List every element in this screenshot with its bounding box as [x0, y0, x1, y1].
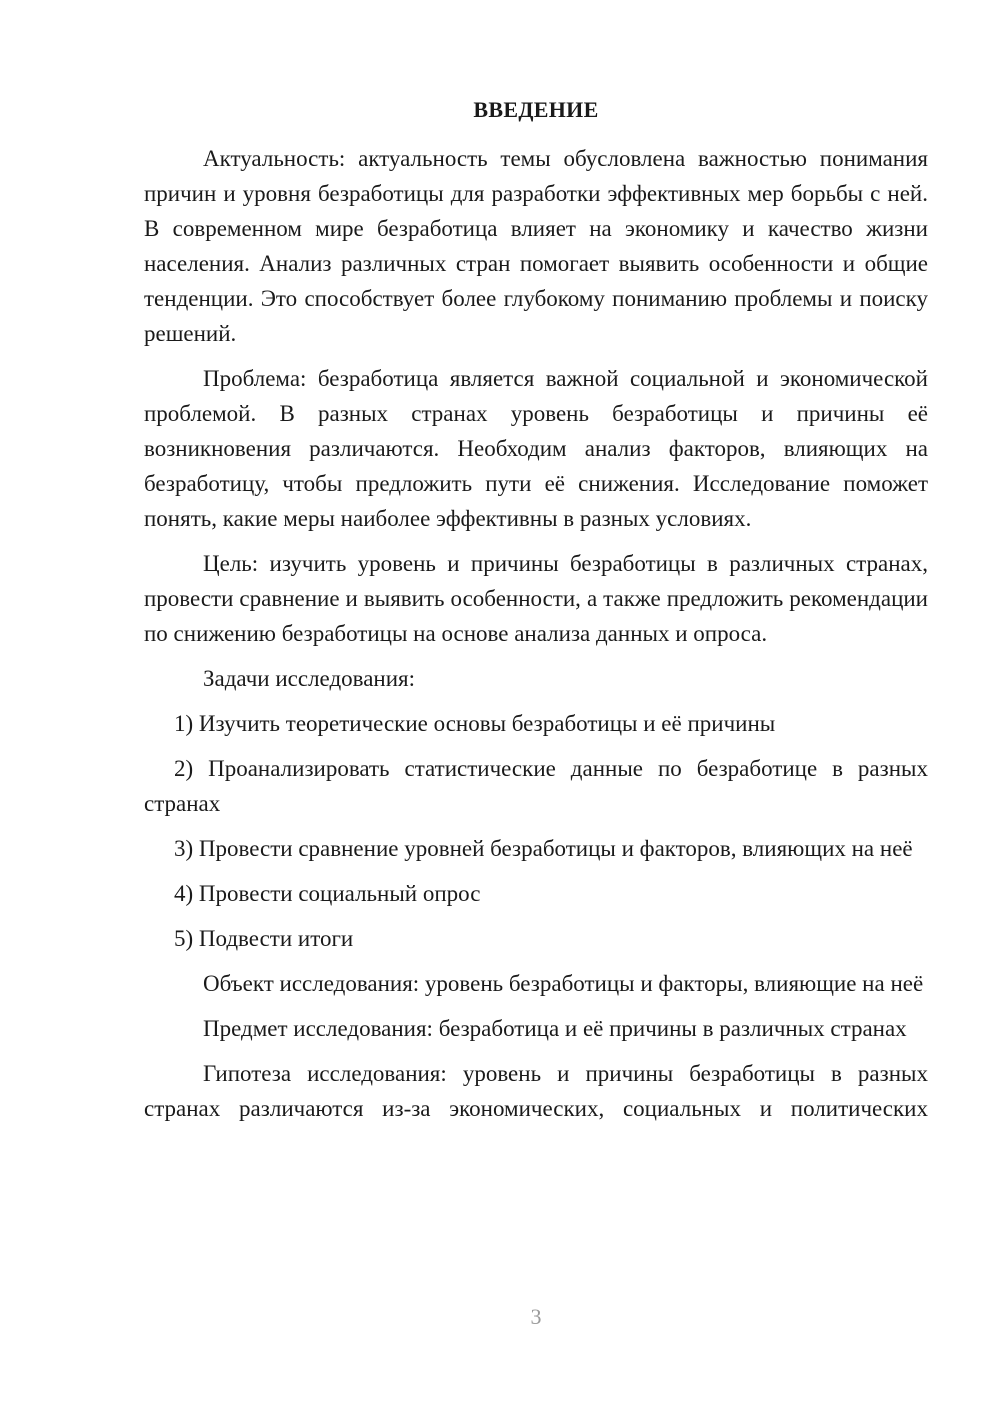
tasks-heading: Задачи исследования: — [203, 666, 416, 691]
task-item-2: 2) Проанализировать статистические данные по безработице в разных странах — [144, 756, 928, 816]
subject-paragraph: Предмет исследования: безработица и её причины в различных странах — [203, 1016, 907, 1041]
object-paragraph: Объект исследования: уровень безработицы и факторы, влияющие на неё — [203, 971, 924, 996]
page-content — [144, 94, 928, 1136]
task-item-1: 1) Изучить теоретические основы безработицы и её причины — [174, 711, 776, 736]
task-item-4: 4) Провести социальный опрос — [174, 881, 481, 906]
section-title: ВВЕДЕНИЕ — [473, 97, 599, 122]
hypothesis-paragraph: Гипотеза исследования: уровень и причины безработицы в разных странах различаются из-за экономических, социальных и политических — [144, 1061, 928, 1121]
task-item-5: 5) Подвести итоги — [174, 926, 354, 951]
page-number: 3 — [530, 1304, 542, 1329]
goal-paragraph: Цель: изучить уровень и причины безработицы в различных странах, провести сравнение и выявить особенности, а также предложить рекомендации по снижению безработицы на основе анализа данных и опроса. — [144, 551, 928, 646]
relevance-paragraph: Актуальность: актуальность темы обусловлена важностью понимания причин и уровня безработицы для разработки эффективных мер борьбы с ней. В современном мире безработица влияет на экономику и качество жизни населения. Анализ различных стран помогает выявить особенности и общие тенденции. Это способствует более глубокому пониманию проблемы и поиску решений. — [144, 146, 928, 346]
problem-paragraph: Проблема: безработица является важной социальной и экономической проблемой. В разных странах уровень безработицы и причины её возникновения различаются. Необходим анализ факторов, влияющих на безработицу, чтобы предложить пути её снижения. Исследование поможет понять, какие меры наиболее эффективны в разных условиях. — [144, 366, 928, 531]
task-item-3: 3) Провести сравнение уровней безработицы и факторов, влияющих на неё — [174, 836, 913, 861]
